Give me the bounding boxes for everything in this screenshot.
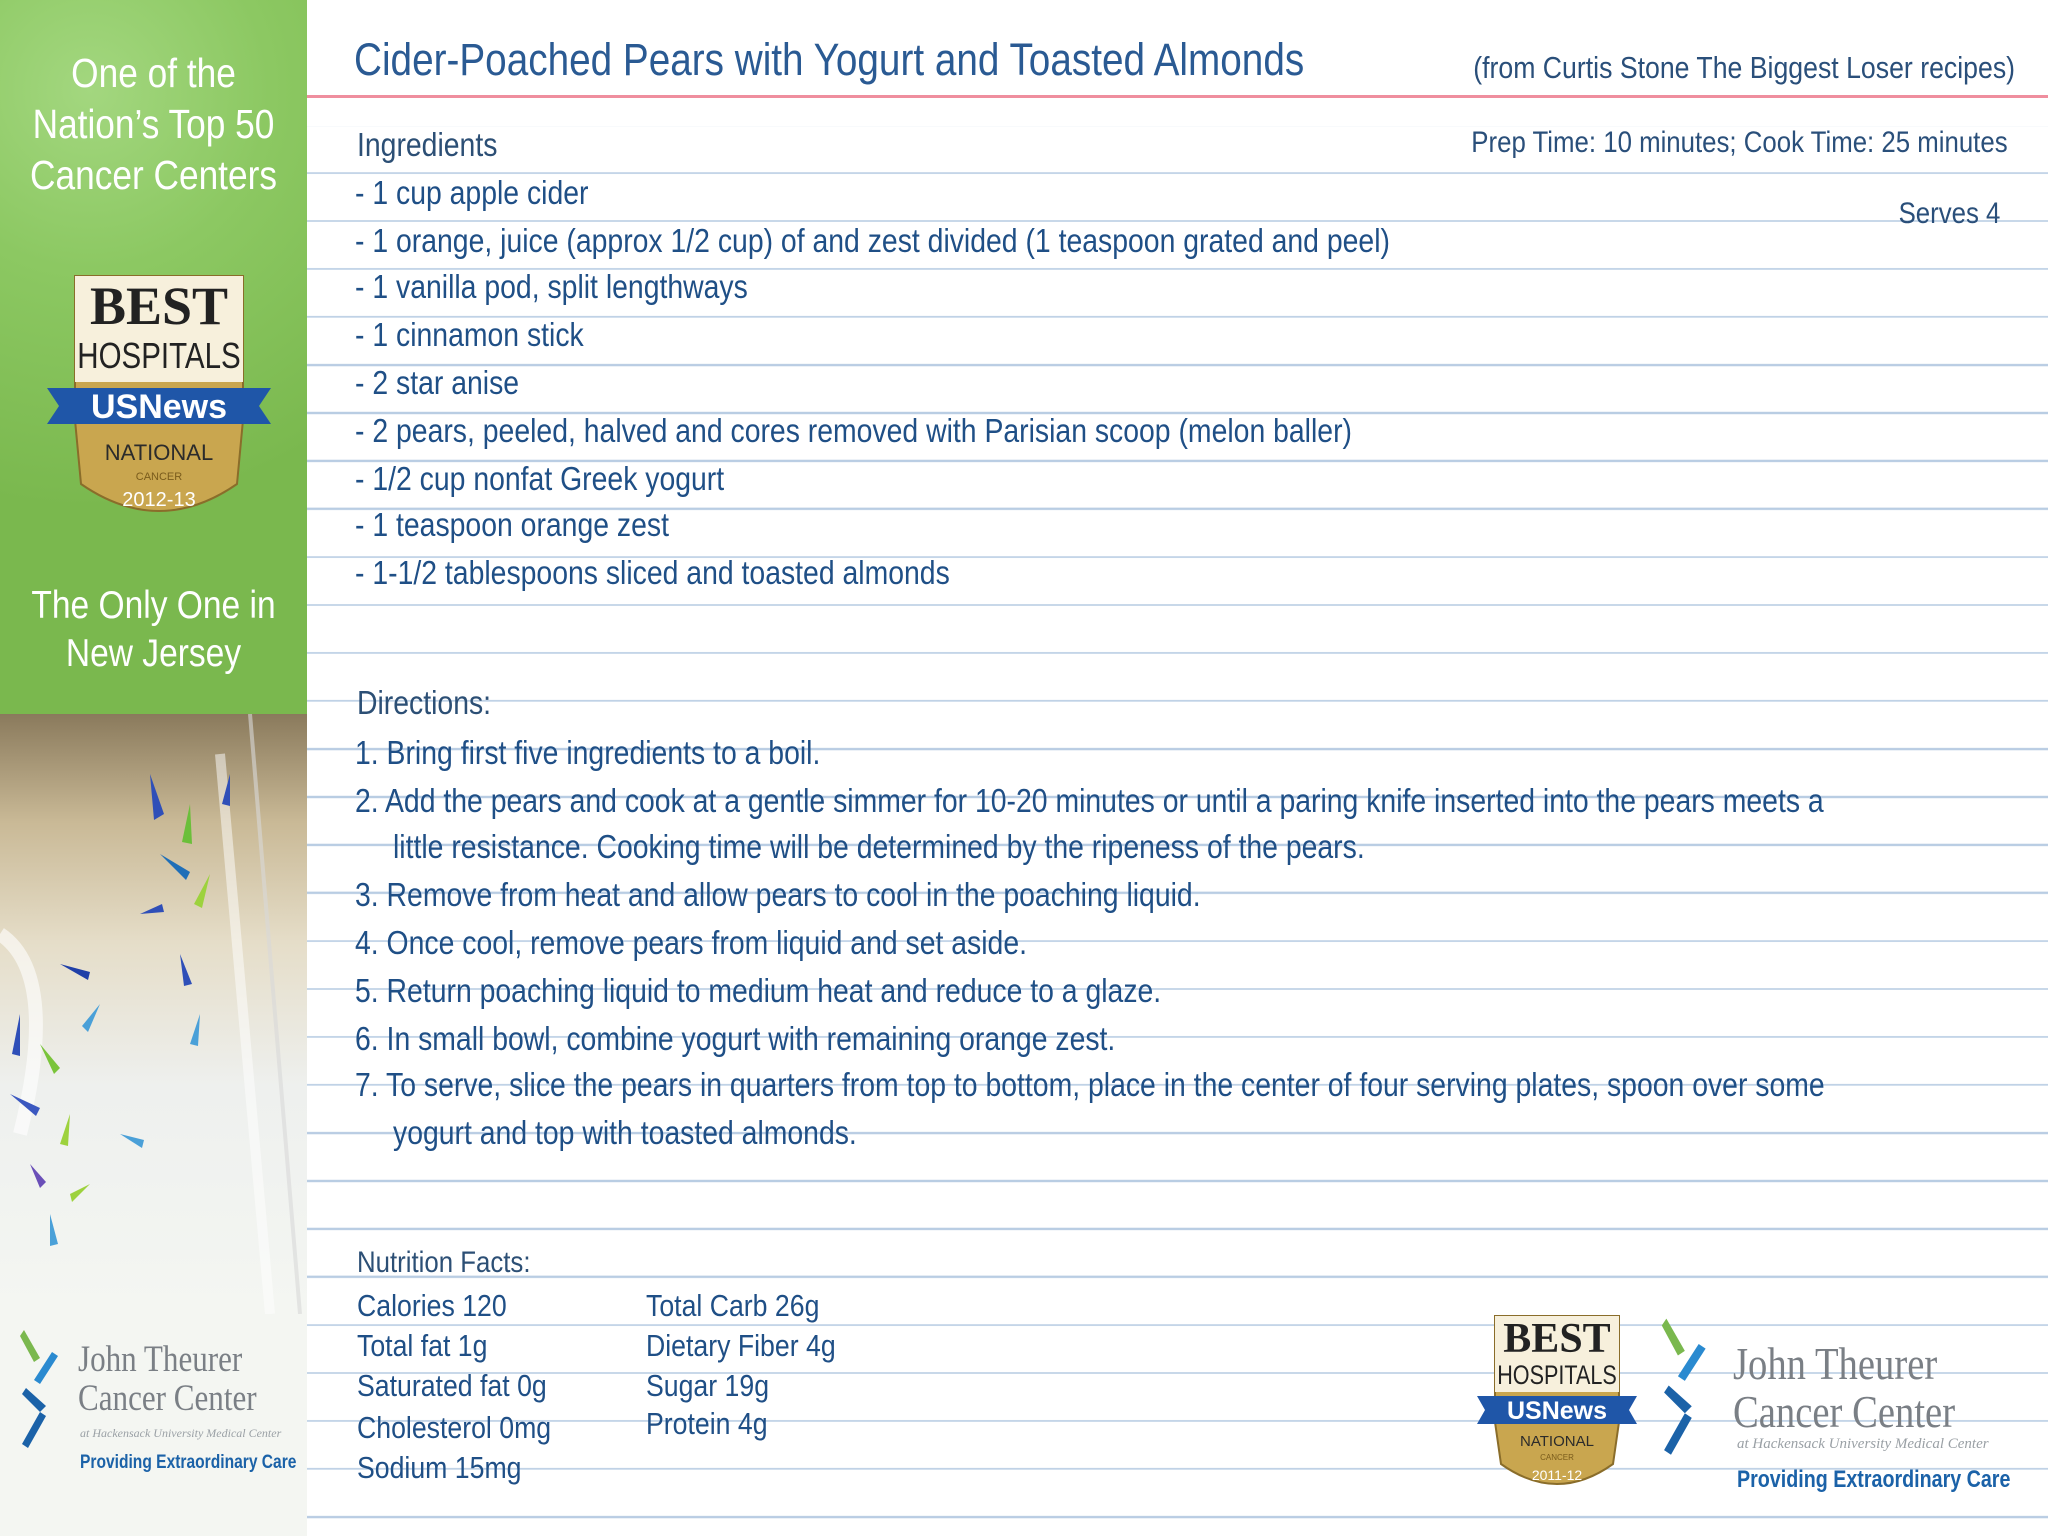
ingredient-item: - 1 vanilla pod, split lengthways — [355, 268, 748, 305]
badge-category: CANCER — [135, 471, 183, 483]
logo-tagline: Providing Extraordinary Care — [1737, 1466, 2011, 1493]
best-hospitals-badge — [47, 270, 271, 550]
recipe-card — [307, 0, 2048, 1536]
ingredient-item: - 1 orange, juice (approx 1/2 cup) of and zest divided (1 teaspoon grated and peel) — [355, 222, 1390, 259]
nutrition-item: Cholesterol 0mg — [357, 1410, 552, 1445]
cancer-center-logo-card — [1655, 1310, 2035, 1500]
ingredient-item: - 1 cup apple cider — [355, 174, 589, 211]
directions-heading: Directions: — [357, 684, 492, 721]
logo-name-line: Cancer Center — [78, 1378, 257, 1419]
direction-step: 4. Once cool, remove pears from liquid and set aside. — [355, 924, 1028, 961]
nutrition-item: Sugar 19g — [646, 1368, 770, 1403]
nutrition-item: Calories 120 — [357, 1288, 507, 1323]
sidebar-headline — [21, 48, 285, 201]
cancer-center-logo-icon — [1655, 1314, 1717, 1464]
tagline-line: The Only One in — [31, 584, 276, 627]
ingredient-item: - 1 cinnamon stick — [355, 316, 584, 353]
ingredient-item: - 2 star anise — [355, 364, 520, 401]
header-red-rule — [307, 95, 2048, 98]
direction-step-continued: little resistance. Cooking time will be determined by the ripeness of the pears. — [393, 828, 1365, 865]
ingredient-item: - 1/2 cup nonfat Greek yogurt — [355, 460, 725, 497]
direction-step: 7. To serve, slice the pears in quarters from top to bottom, place in the center of four serving plates, spoon over some — [355, 1066, 1825, 1103]
direction-step: 1. Bring first five ingredients to a boil. — [355, 734, 821, 771]
logo-name-line: John Theurer — [1733, 1338, 1938, 1389]
nutrition-item: Total fat 1g — [357, 1328, 488, 1363]
direction-step: 6. In small bowl, combine yogurt with remaining orange zest. — [355, 1020, 1116, 1057]
best-hospitals-badge-small — [1477, 1312, 1637, 1512]
cancer-center-logo-icon — [18, 1326, 64, 1456]
badge-best: BEST — [89, 276, 229, 336]
cancer-center-logo — [18, 1320, 298, 1473]
logo-subtitle: at Hackensack University Medical Center — [80, 1426, 282, 1440]
ingredient-item: - 1 teaspoon orange zest — [355, 506, 669, 543]
logo-name-line: Cancer Center — [1733, 1386, 1956, 1437]
badge-best: BEST — [1503, 1316, 1611, 1362]
logo-name — [78, 1340, 257, 1418]
direction-step: 3. Remove from heat and allow pears to cool in the poaching liquid. — [355, 876, 1201, 913]
direction-step: 5. Return poaching liquid to medium heat and reduce to a glaze. — [355, 972, 1162, 1009]
sidebar-tagline — [21, 582, 285, 678]
atrium-photo — [0, 714, 307, 1314]
nutrition-item: Sodium 15mg — [357, 1450, 522, 1485]
badge-year: 2012-13 — [122, 489, 196, 511]
tagline-line: New Jersey — [65, 632, 242, 675]
badge-usnews: USNews — [1506, 1397, 1608, 1425]
recipe-title: Cider-Poached Pears with Yogurt and Toasted Almonds — [354, 34, 1305, 85]
logo-name — [1733, 1340, 1955, 1436]
prep-cook-time: Prep Time: 10 minutes; Cook Time: 25 minutes — [1471, 126, 2008, 159]
ingredient-item: - 2 pears, peeled, halved and cores removed with Parisian scoop (melon baller) — [355, 412, 1352, 449]
badge-hospitals: HOSPITALS — [77, 335, 241, 376]
logo-tagline: Providing Extraordinary Care — [80, 1452, 297, 1473]
badge-usnews: USNews — [90, 388, 228, 426]
nutrition-item: Saturated fat 0g — [357, 1368, 547, 1403]
logo-name-line: John Theurer — [78, 1339, 243, 1380]
ingredient-item: - 1-1/2 tablespoons sliced and toasted almonds — [355, 554, 950, 591]
badge-hospitals: HOSPITALS — [1497, 1360, 1617, 1391]
badge-national: NATIONAL — [104, 440, 214, 465]
servings: Serves 4 — [1898, 197, 2000, 230]
headline-line: Nation’s Top 50 — [32, 101, 275, 147]
recipe-source: (from Curtis Stone The Biggest Loser recipes) — [1473, 50, 2015, 85]
nutrition-item: Dietary Fiber 4g — [646, 1328, 836, 1363]
ingredients-heading: Ingredients — [357, 126, 498, 163]
nutrition-item: Total Carb 26g — [646, 1288, 820, 1323]
direction-step-continued: yogurt and top with toasted almonds. — [393, 1114, 857, 1151]
sidebar — [0, 0, 307, 1536]
headline-line: Cancer Centers — [30, 152, 277, 198]
direction-step: 2. Add the pears and cook at a gentle simmer for 10-20 minutes or until a paring knife inserted into the pears meets a — [355, 782, 1824, 819]
nutrition-item: Protein 4g — [646, 1406, 768, 1441]
badge-year: 2011-12 — [1531, 1467, 1583, 1483]
nutrition-heading: Nutrition Facts: — [357, 1246, 531, 1279]
headline-line: One of the — [71, 50, 236, 96]
logo-subtitle: at Hackensack University Medical Center — [1737, 1436, 1989, 1452]
badge-national: NATIONAL — [1520, 1433, 1594, 1450]
badge-category: CANCER — [1540, 1453, 1574, 1462]
